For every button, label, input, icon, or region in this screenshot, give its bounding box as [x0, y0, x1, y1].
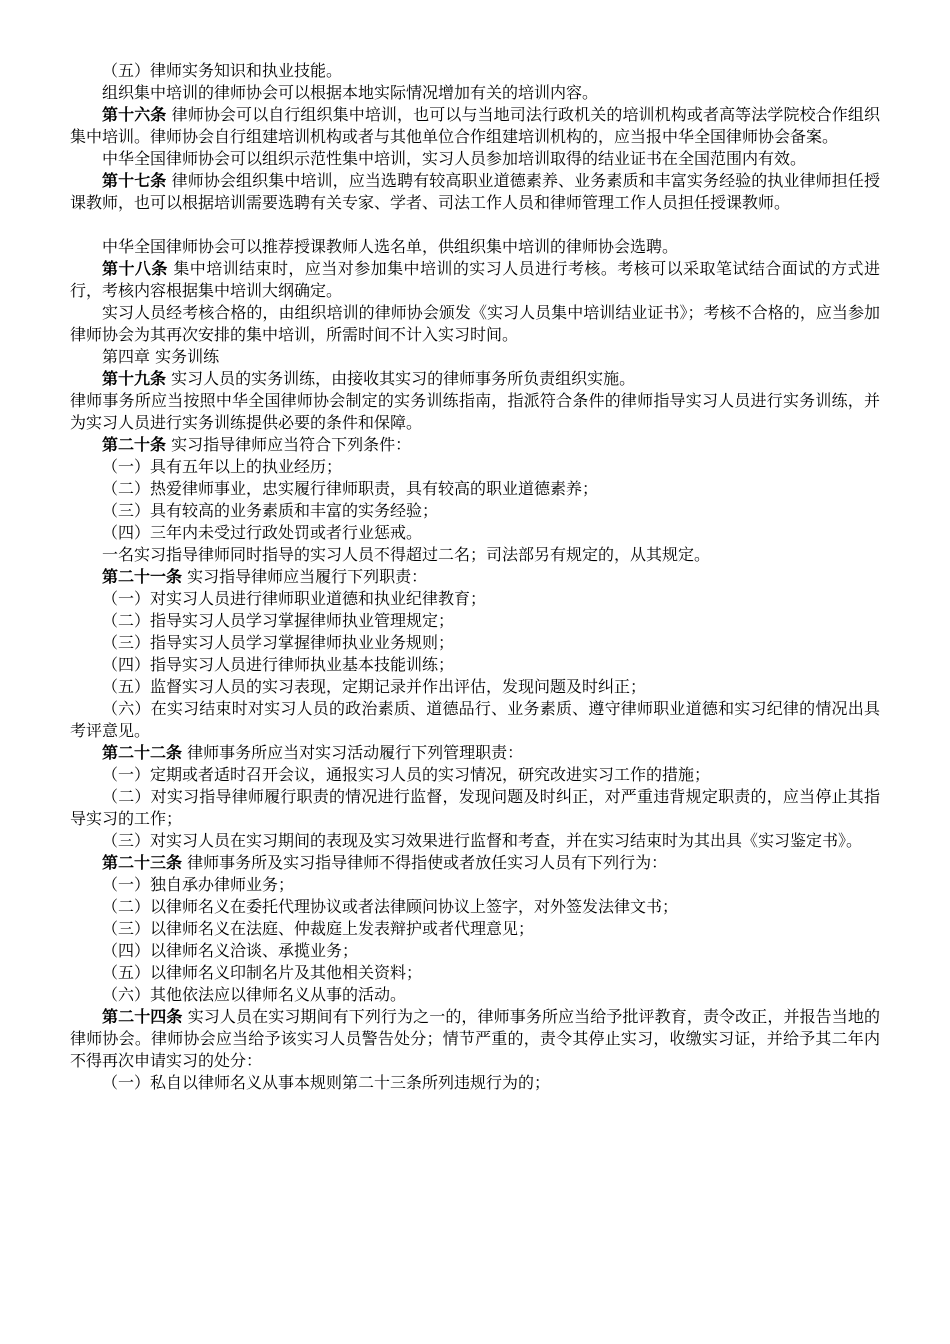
list-item: （二）指导实习人员学习掌握律师执业管理规定； — [102, 611, 455, 630]
article-label: 第二十一条 — [102, 567, 183, 586]
article-18-paragraph — [70, 258, 880, 302]
article-label: 第二十四条 — [102, 1007, 183, 1026]
article-text: 律师协会可以自行组织集中培训，也可以与当地司法行政机关的培训机构或者高等法学院校合作组织集中培训。律师协会自行组建培训机构或者与其他单位合作组建培训机构的，应当报中华全国律师协会备案。 — [70, 105, 880, 146]
list-item: （六）在实习结束时对实习人员的政治素质、道德品行、业务素质、遵守律师职业道德和实习纪律的情况出具考评意见。 — [70, 699, 880, 740]
article-label: 第二十条 — [102, 435, 167, 454]
list-item: （一）私自以律师名义从事本规则第二十三条所列违规行为的； — [102, 1073, 551, 1092]
article-text: 实习指导律师应当履行下列职责： — [187, 567, 428, 586]
list-item: （四）以律师名义洽谈、承揽业务； — [102, 941, 359, 960]
article-17-paragraph — [70, 170, 880, 214]
paragraph: 实习人员经考核合格的，由组织培训的律师协会颁发《实习人员集中培训结业证书》；考核不合格的，应当参加律师协会为其再次安排的集中培训，所需时间不计入实习时间。 — [70, 303, 880, 344]
list-item: （一）对实习人员进行律师职业道德和执业纪律教育； — [102, 589, 487, 608]
article-text: 实习人员在实习期间有下列行为之一的，律师事务所应当给予批评教育，责令改正，并报告当地的律师协会。律师协会应当给予该实习人员警告处分；情节严重的，责令其停止实习，收缴实习证，并给予其二年内不得再次申请实习的处分： — [70, 1007, 880, 1070]
paragraph: 组织集中培训的律师协会可以根据本地实际情况增加有关的培训内容。 — [102, 83, 599, 102]
paragraph: 律师事务所应当按照中华全国律师协会制定的实务训练指南，指派符合条件的律师指导实习人员进行实务训练，并为实习人员进行实务训练提供必要的条件和保障。 — [70, 391, 880, 432]
article-label: 第二十二条 — [102, 743, 183, 762]
article-22-paragraph — [70, 742, 880, 764]
paragraph: 一名实习指导律师同时指导的实习人员不得超过二名；司法部另有规定的，从其规定。 — [102, 545, 711, 564]
article-label: 第二十三条 — [102, 853, 183, 872]
article-text: 实习指导律师应当符合下列条件： — [171, 435, 412, 454]
article-label: 第十六条 — [102, 105, 167, 124]
paragraph: 中华全国律师协会可以组织示范性集中培训，实习人员参加培训取得的结业证书在全国范围内有效。 — [102, 149, 807, 168]
article-16-paragraph — [70, 104, 880, 148]
chapter-heading: 第四章 实务训练 — [102, 347, 220, 366]
list-item: （一）定期或者适时召开会议，通报实习人员的实习情况，研究改进实习工作的措施； — [102, 765, 711, 784]
article-text: 律师事务所及实习指导律师不得指使或者放任实习人员有下列行为： — [187, 853, 668, 872]
list-item: （五）以律师名义印制名片及其他相关资料； — [102, 963, 423, 982]
article-text: 集中培训结束时，应当对参加集中培训的实习人员进行考核。考核可以采取笔试结合面试的方式进行，考核内容根据集中培训大纲确定。 — [70, 259, 880, 300]
article-24-paragraph — [70, 1006, 880, 1072]
list-item: （二）对实习指导律师履行职责的情况进行监督，发现问题及时纠正，对严重违背规定职责的，应当停止其指导实习的工作； — [70, 787, 880, 828]
list-item: （三）具有较高的业务素质和丰富的实务经验； — [102, 501, 439, 520]
list-item: （五）律师实务知识和执业技能。 — [102, 61, 343, 80]
article-23-paragraph — [70, 852, 880, 874]
article-label: 第十八条 — [102, 259, 168, 278]
article-text: 律师协会组织集中培训，应当选聘有较高职业道德素养、业务素质和丰富实务经验的执业律师担任授课教师，也可以根据培训需要选聘有关专家、学者、司法工作人员和律师管理工作人员担任授课教师。 — [70, 171, 880, 212]
document-body — [70, 60, 880, 1094]
list-item: （三）以律师名义在法庭、仲裁庭上发表辩护或者代理意见； — [102, 919, 535, 938]
article-20-paragraph — [70, 434, 880, 456]
list-item: （一）独自承办律师业务； — [102, 875, 295, 894]
article-label: 第十九条 — [102, 369, 167, 388]
list-item: （一）具有五年以上的执业经历； — [102, 457, 343, 476]
paragraph: 中华全国律师协会可以推荐授课教师人选名单，供组织集中培训的律师协会选聘。 — [102, 237, 679, 256]
list-item: （二）以律师名义在委托代理协议或者法律顾问协议上签字，对外签发法律文书； — [102, 897, 679, 916]
list-item: （三）对实习人员在实习期间的表现及实习效果进行监督和考查，并在实习结束时为其出具《实习鉴定书》。 — [102, 831, 863, 850]
list-item: （四）指导实习人员进行律师执业基本技能训练； — [102, 655, 455, 674]
list-item: （四）三年内未受过行政处罚或者行业惩戒。 — [102, 523, 423, 542]
article-21-paragraph — [70, 566, 880, 588]
list-item: （三）指导实习人员学习掌握律师执业业务规则； — [102, 633, 455, 652]
list-item: （五）监督实习人员的实习表现，定期记录并作出评估，发现问题及时纠正； — [102, 677, 647, 696]
article-19-paragraph — [70, 368, 880, 390]
list-item: （二）热爱律师事业，忠实履行律师职责，具有较高的职业道德素养； — [102, 479, 599, 498]
article-text: 律师事务所应当对实习活动履行下列管理职责： — [187, 743, 524, 762]
article-label: 第十七条 — [102, 171, 167, 190]
article-text: 实习人员的实务训练，由接收其实习的律师事务所负责组织实施。 — [171, 369, 636, 388]
list-item: （六）其他依法应以律师名义从事的活动。 — [102, 985, 407, 1004]
